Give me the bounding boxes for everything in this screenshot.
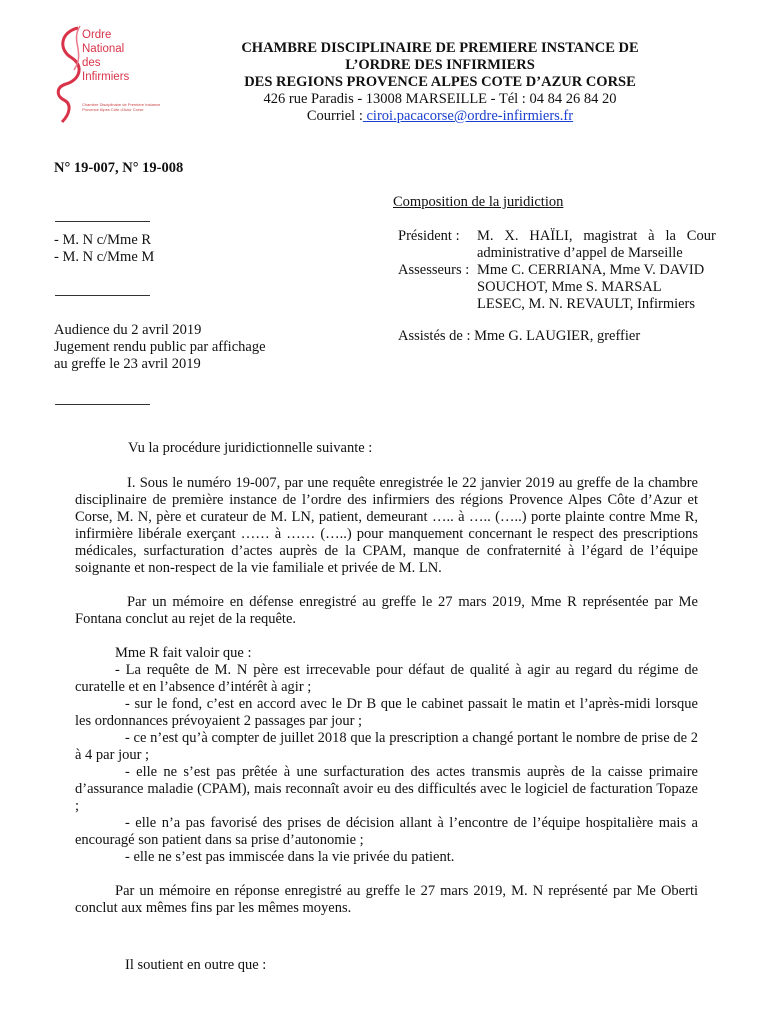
logo-line-3: des [82,57,101,69]
header-courriel [190,108,690,125]
header-line-1: CHAMBRE DISCIPLINAIRE DE PREMIERE INSTANCE DE [241,40,639,56]
assistes-value: Mme G. LAUGIER, greffier [474,328,641,344]
parties [54,232,154,266]
bullet-3: - ce n’est qu’à compter de juillet 2018 que la prescription a changé portant le nombre de prise de 2 à 4 par jour ; [75,730,698,763]
header-line-3: DES REGIONS PROVENCE ALPES COTE D’AZUR CORSE [244,74,636,90]
main-body [75,475,698,974]
paragraph-4: Par un mémoire en réponse enregistré au greffe le 27 mars 2019, M. N représenté par Me Oberti conclut aux mêmes fins par les mêmes moyens. [75,883,698,916]
assistes-block [398,328,730,345]
logo-line-1: Ordre [82,29,112,41]
party-1: - M. N c/Mme R [54,232,152,248]
assistes-label: Assistés de : [398,328,471,344]
president-line-2: administrative d’appel de Marseille [477,245,683,261]
judgment-date: au greffe le 23 avril 2019 [54,356,201,372]
judgment-public: Jugement rendu public par affichage [54,339,266,355]
bullet-4: - elle ne s’est pas prêtée à une surfacturation des actes transmis auprès de la caisse primaire d’assurance maladie (CPAM), mais reconnaît avoir eu des difficultés avec le logiciel de facturation Topaze ; [75,764,698,814]
president-line-1: M. X. HAÏLI, magistrat à la Cour [477,228,716,244]
bullet-1: - La requête de M. N père est irrecevable pour défaut de qualité à agir au regard du régime de curatelle et en l’absence d’intérêt à agir ; [75,662,698,695]
case-numbers: N° 19-007, N° 19-008 [54,160,184,176]
header-line-2: L’ORDRE DES INFIRMIERS [345,57,535,73]
email-link[interactable]: ciroi.pacacorse@ordre-infirmiers.fr [362,108,574,124]
composition-block [398,228,730,313]
separator-3 [55,404,150,405]
paragraph-5: Il soutient en outre que : [125,957,267,973]
paragraph-3-intro: Mme R fait valoir que : [115,645,252,661]
party-2: - M. N c/Mme M [54,249,155,265]
hearing-date: Audience du 2 avril 2019 [54,322,202,338]
separator-1 [55,221,150,222]
assesseurs-line-3: LESEC, M. N. REVAULT, Infirmiers [477,296,696,312]
bullet-6: - elle ne s’est pas immiscée dans la vie privée du patient. [125,849,455,865]
logo-line-2: National [82,43,125,55]
courriel-label: Courriel : [306,108,363,124]
institution-header [190,40,690,125]
paragraph-2: Par un mémoire en défense enregistré au greffe le 27 mars 2019, Mme R représentée par Me Fontana conclut au rejet de la requête. [75,594,698,627]
assesseurs-line-1: Mme C. CERRIANA, Mme V. DAVID [477,262,705,278]
bullet-2: - sur le fond, c’est en accord avec le Dr B que le cabinet passait le matin et l’après-midi lorsque les ordonnances prévoyaient 2 passages par jour ; [75,696,698,729]
separator-2 [55,295,150,296]
assesseurs-label: Assesseurs : [398,262,470,278]
assesseurs-line-2: SOUCHOT, Mme S. MARSAL [477,279,662,295]
header-address: 426 rue Paradis - 13008 MARSEILLE - Tél : 04 84 26 84 20 [263,91,617,107]
paragraph-1: I. Sous le numéro 19-007, par une requête enregistrée le 22 janvier 2019 au greffe de la chambre disciplinaire de première instance de l’ordre des infirmiers des régions Provence Alpes Côte d’Azur et Corse, M. N, père et curateur de M. LN, patient, demeurant ….. à ….. (…..) porte plainte contre Mme R, infirmière libérale exerçant …… à …… (…..) pour manquement concernant le respect des prescriptions médicales, surfacturation d’actes auprès de la CPAM, manque de confraternité à l’égard de l’équipe soignante et non-respect de la vie familiale et privée de M. LN. [75,475,698,576]
president-label: Président : [398,228,460,244]
logo-line-4: Infirmiers [82,71,130,83]
logo-subtitle: Chambre Disciplinaire de Première Instance Provence Alpes Côte d'Azur Corse [82,102,161,112]
ordre-national-infirmiers-logo [50,22,170,132]
composition-title: Composition de la juridiction [393,194,564,210]
bullet-5: - elle n’a pas favorisé des prises de décision allant à l’encontre de l’équipe hospitalière mais a encouragé son patient dans sa prise d’autonomie ; [75,815,698,848]
hearing-info [54,322,266,373]
vu-procedure: Vu la procédure juridictionnelle suivante : [128,440,373,456]
